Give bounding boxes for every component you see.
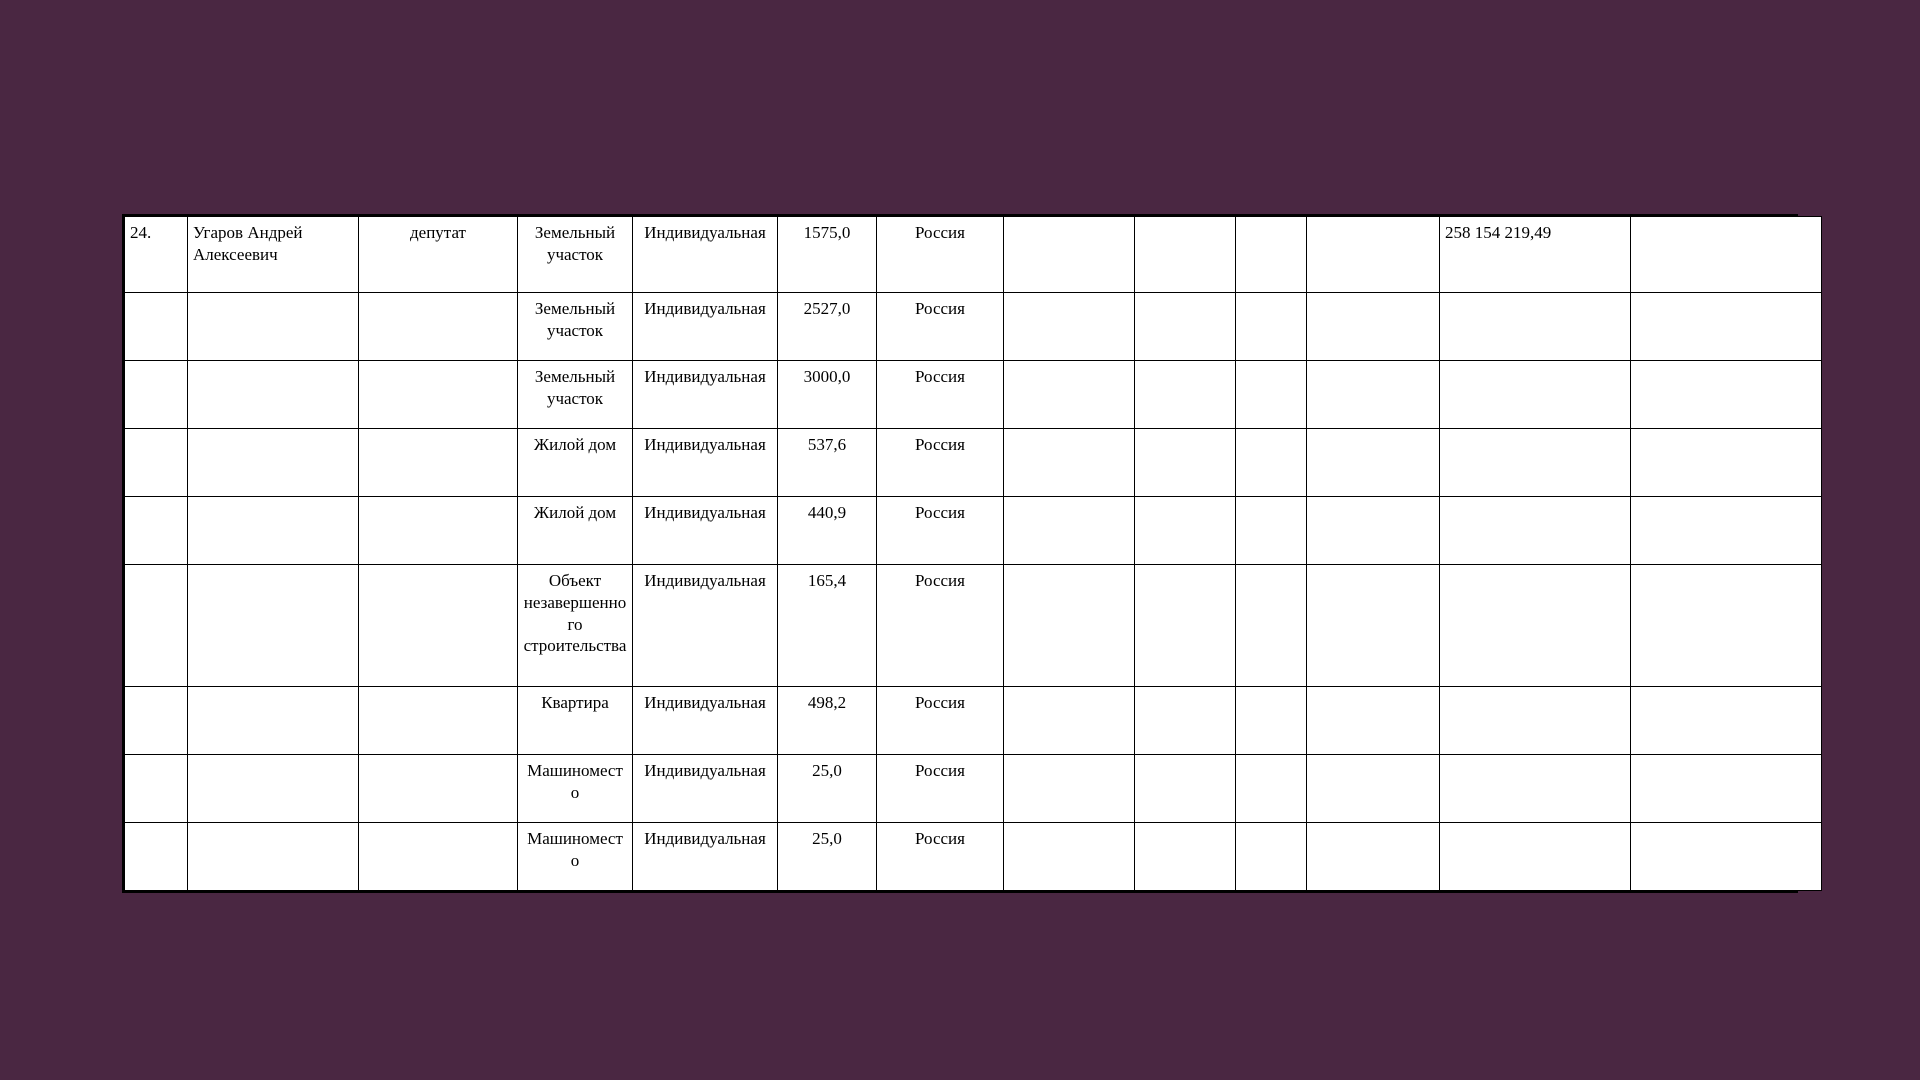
cell-extra-4 <box>1307 755 1440 823</box>
cell-person-name <box>188 755 359 823</box>
cell-object-type: Машиноместо <box>518 755 633 823</box>
cell-extra-1 <box>1004 361 1135 429</box>
cell-last <box>1631 823 1822 891</box>
cell-extra-4 <box>1307 361 1440 429</box>
cell-area: 1575,0 <box>778 217 877 293</box>
cell-extra-1 <box>1004 429 1135 497</box>
cell-ownership: Индивидуальная <box>633 217 778 293</box>
cell-extra-2 <box>1135 755 1236 823</box>
cell-person-name <box>188 293 359 361</box>
cell-country: Россия <box>877 687 1004 755</box>
cell-area: 498,2 <box>778 687 877 755</box>
cell-row-number <box>125 429 188 497</box>
cell-object-type: Земельный участок <box>518 361 633 429</box>
cell-area: 25,0 <box>778 755 877 823</box>
cell-last <box>1631 687 1822 755</box>
cell-income <box>1440 565 1631 687</box>
cell-row-number <box>125 565 188 687</box>
cell-country: Россия <box>877 429 1004 497</box>
cell-extra-1 <box>1004 823 1135 891</box>
cell-area: 3000,0 <box>778 361 877 429</box>
cell-area: 25,0 <box>778 823 877 891</box>
cell-extra-4 <box>1307 687 1440 755</box>
cell-extra-1 <box>1004 217 1135 293</box>
cell-country: Россия <box>877 755 1004 823</box>
document-sheet <box>122 214 1798 893</box>
cell-income <box>1440 361 1631 429</box>
cell-ownership: Индивидуальная <box>633 361 778 429</box>
cell-income <box>1440 755 1631 823</box>
cell-income: 258 154 219,49 <box>1440 217 1631 293</box>
cell-position <box>359 823 518 891</box>
cell-last <box>1631 565 1822 687</box>
cell-extra-1 <box>1004 293 1135 361</box>
cell-extra-3 <box>1236 497 1307 565</box>
cell-position <box>359 429 518 497</box>
cell-income <box>1440 687 1631 755</box>
cell-ownership: Индивидуальная <box>633 293 778 361</box>
cell-last <box>1631 217 1822 293</box>
cell-extra-3 <box>1236 565 1307 687</box>
cell-extra-4 <box>1307 497 1440 565</box>
cell-ownership: Индивидуальная <box>633 823 778 891</box>
cell-extra-2 <box>1135 217 1236 293</box>
cell-position <box>359 687 518 755</box>
cell-row-number <box>125 823 188 891</box>
cell-row-number: 24. <box>125 217 188 293</box>
cell-extra-1 <box>1004 687 1135 755</box>
table-row <box>125 755 1822 823</box>
cell-object-type: Квартира <box>518 687 633 755</box>
cell-extra-2 <box>1135 823 1236 891</box>
cell-extra-3 <box>1236 687 1307 755</box>
cell-area: 537,6 <box>778 429 877 497</box>
cell-object-type: Машиноместо <box>518 823 633 891</box>
cell-row-number <box>125 755 188 823</box>
cell-extra-3 <box>1236 217 1307 293</box>
cell-extra-3 <box>1236 293 1307 361</box>
cell-extra-2 <box>1135 361 1236 429</box>
cell-country: Россия <box>877 361 1004 429</box>
cell-last <box>1631 361 1822 429</box>
cell-row-number <box>125 293 188 361</box>
cell-last <box>1631 293 1822 361</box>
cell-position <box>359 497 518 565</box>
cell-person-name <box>188 497 359 565</box>
cell-ownership: Индивидуальная <box>633 429 778 497</box>
declaration-table <box>124 216 1822 891</box>
cell-person-name <box>188 687 359 755</box>
cell-object-type: Жилой дом <box>518 497 633 565</box>
cell-extra-3 <box>1236 755 1307 823</box>
cell-row-number <box>125 687 188 755</box>
cell-person-name <box>188 429 359 497</box>
cell-extra-2 <box>1135 565 1236 687</box>
cell-income <box>1440 823 1631 891</box>
table-row <box>125 687 1822 755</box>
cell-object-type: Земельный участок <box>518 293 633 361</box>
cell-position <box>359 565 518 687</box>
cell-country: Россия <box>877 293 1004 361</box>
table-row <box>125 429 1822 497</box>
cell-ownership: Индивидуальная <box>633 497 778 565</box>
cell-extra-2 <box>1135 497 1236 565</box>
cell-ownership: Индивидуальная <box>633 565 778 687</box>
cell-ownership: Индивидуальная <box>633 687 778 755</box>
cell-extra-2 <box>1135 687 1236 755</box>
cell-person-name: Угаров Андрей Алексеевич <box>188 217 359 293</box>
cell-object-type: Объект незавершенного строительства <box>518 565 633 687</box>
table-row <box>125 293 1822 361</box>
table-row <box>125 823 1822 891</box>
cell-extra-2 <box>1135 429 1236 497</box>
cell-last <box>1631 497 1822 565</box>
cell-extra-4 <box>1307 217 1440 293</box>
cell-income <box>1440 429 1631 497</box>
cell-extra-3 <box>1236 361 1307 429</box>
cell-row-number <box>125 361 188 429</box>
cell-extra-4 <box>1307 565 1440 687</box>
cell-income <box>1440 497 1631 565</box>
cell-country: Россия <box>877 565 1004 687</box>
cell-country: Россия <box>877 217 1004 293</box>
cell-person-name <box>188 565 359 687</box>
cell-object-type: Жилой дом <box>518 429 633 497</box>
table-row <box>125 565 1822 687</box>
cell-extra-1 <box>1004 565 1135 687</box>
table-row <box>125 361 1822 429</box>
cell-area: 2527,0 <box>778 293 877 361</box>
cell-last <box>1631 755 1822 823</box>
cell-extra-3 <box>1236 429 1307 497</box>
cell-person-name <box>188 361 359 429</box>
cell-extra-1 <box>1004 497 1135 565</box>
cell-ownership: Индивидуальная <box>633 755 778 823</box>
cell-last <box>1631 429 1822 497</box>
cell-object-type: Земельный участок <box>518 217 633 293</box>
cell-person-name <box>188 823 359 891</box>
cell-extra-4 <box>1307 293 1440 361</box>
cell-extra-4 <box>1307 823 1440 891</box>
cell-country: Россия <box>877 823 1004 891</box>
cell-position <box>359 755 518 823</box>
cell-row-number <box>125 497 188 565</box>
table-row <box>125 217 1822 293</box>
table-row <box>125 497 1822 565</box>
cell-area: 440,9 <box>778 497 877 565</box>
cell-extra-4 <box>1307 429 1440 497</box>
cell-extra-3 <box>1236 823 1307 891</box>
cell-extra-1 <box>1004 755 1135 823</box>
cell-position: депутат <box>359 217 518 293</box>
cell-extra-2 <box>1135 293 1236 361</box>
cell-country: Россия <box>877 497 1004 565</box>
cell-position <box>359 293 518 361</box>
cell-income <box>1440 293 1631 361</box>
cell-area: 165,4 <box>778 565 877 687</box>
cell-position <box>359 361 518 429</box>
